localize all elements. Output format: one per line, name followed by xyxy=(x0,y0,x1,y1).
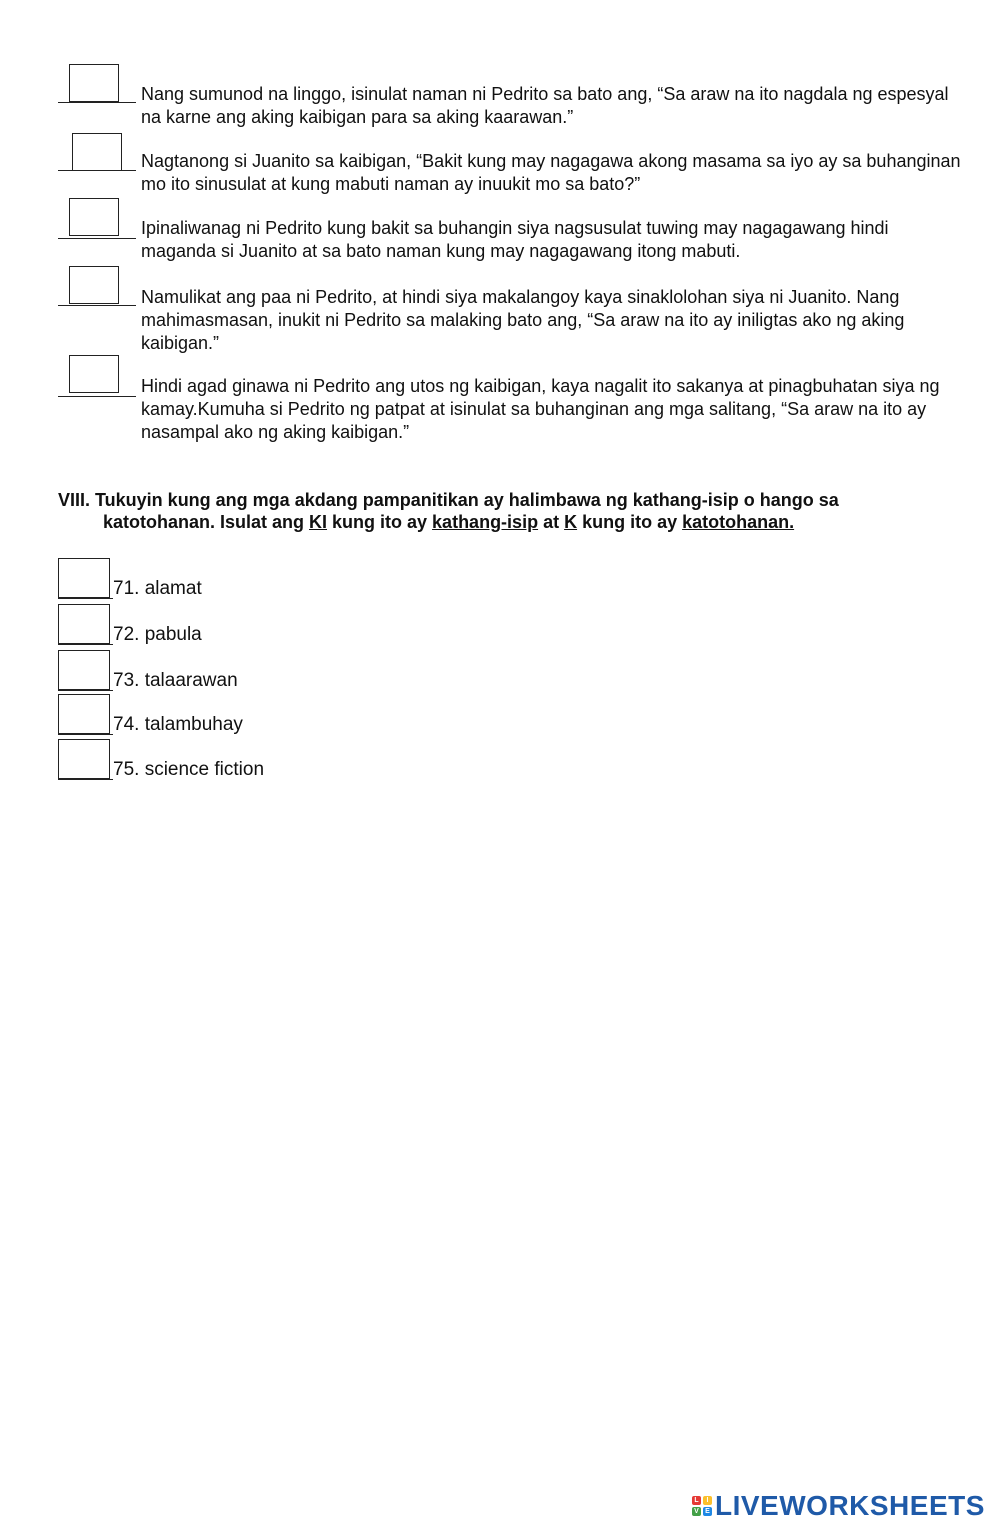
sequence-text: Hindi agad ginawa ni Pedrito ang utos ng kaibigan, kaya nagalit ito sakanya at pinagbuhatan siya ng kamay.Kumuha si Pedrito ng patpat at isinulat sa buhanginan ang mga salitang, “Sa araw na ito ay nasampal ako ng aking kaibigan.” xyxy=(141,376,940,442)
heading-text: kung ito ay xyxy=(327,512,433,532)
logo-tile: L xyxy=(692,1496,701,1505)
answer-box[interactable] xyxy=(69,355,119,393)
answer-box[interactable] xyxy=(69,198,119,236)
section-heading-line1: VIII. Tukuyin kung ang mga akdang pampanitikan ay halimbawa ng kathang-isip o hango sa xyxy=(58,490,839,510)
answer-box[interactable] xyxy=(58,604,110,644)
answer-box[interactable] xyxy=(58,558,110,598)
section-heading xyxy=(58,489,938,533)
answer-line xyxy=(58,734,113,735)
answer-box[interactable] xyxy=(58,694,110,734)
answer-line xyxy=(58,690,113,691)
question-item xyxy=(58,558,458,598)
sequence-item xyxy=(58,133,961,194)
answer-line xyxy=(58,238,136,239)
sequence-item xyxy=(58,198,958,260)
answer-line xyxy=(58,779,113,780)
answer-box[interactable] xyxy=(72,133,122,171)
logo-tile: E xyxy=(703,1507,712,1516)
answer-line xyxy=(58,102,136,103)
logo-text: LIVEWORKSHEETS xyxy=(715,1490,985,1521)
heading-katotohanan: katotohanan. xyxy=(682,512,795,532)
answer-line xyxy=(58,644,113,645)
liveworksheets-logo xyxy=(692,1490,985,1522)
heading-ki: KI xyxy=(309,512,328,532)
logo-tile: I xyxy=(703,1496,712,1505)
answer-line xyxy=(58,396,136,397)
question-label: 72. pabula xyxy=(113,624,202,645)
answer-line xyxy=(58,170,136,171)
heading-text: kung ito ay xyxy=(577,512,683,532)
question-item xyxy=(58,694,458,734)
answer-box[interactable] xyxy=(69,266,119,304)
question-item xyxy=(58,739,458,779)
question-item xyxy=(58,604,458,644)
logo-tile: V xyxy=(692,1507,701,1516)
question-label: 74. talambuhay xyxy=(113,714,243,735)
sequence-text: Namulikat ang paa ni Pedrito, at hindi siya makalangoy kaya sinaklolohan siya ni Juanito. Nang mahimasmasan, inukit ni Pedrito sa malaking bato ang, “Sa araw na ito ay iniligtas ako ng aking kaibigan.” xyxy=(141,287,905,353)
answer-box[interactable] xyxy=(58,650,110,690)
sequence-item xyxy=(58,64,958,127)
question-label: 75. science fiction xyxy=(113,759,265,780)
sequence-text: Nang sumunod na linggo, isinulat naman ni Pedrito sa bato ang, “Sa araw na ito nagdala ng espesyal na karne ang aking kaibigan para sa aking kaarawan.” xyxy=(141,84,949,127)
question-label: 71. alamat xyxy=(113,578,202,599)
sequence-item xyxy=(58,355,958,445)
heading-kathang-isip: kathang-isip xyxy=(432,512,539,532)
heading-k: K xyxy=(564,512,578,532)
answer-line xyxy=(58,598,113,599)
sequence-text: Ipinaliwanag ni Pedrito kung bakit sa buhangin siya nagsusulat tuwing may nagagawang hindi maganda si Juanito at sa bato naman kung may nagagawang itong mabuti. xyxy=(141,218,889,261)
question-label: 73. talaarawan xyxy=(113,670,238,691)
section-heading-line2 xyxy=(58,511,938,533)
question-item xyxy=(58,650,458,690)
logo-icon xyxy=(692,1496,712,1516)
sequence-text: Nagtanong si Juanito sa kaibigan, “Bakit kung may nagagawa akong masama sa iyo ay sa buhanginan mo ito sinusulat at kung mabuti naman ay inuukit mo sa bato?” xyxy=(141,151,961,194)
answer-line xyxy=(58,305,136,306)
heading-text: at xyxy=(538,512,565,532)
answer-box[interactable] xyxy=(58,739,110,779)
answer-box[interactable] xyxy=(69,64,119,102)
sequence-item xyxy=(58,266,958,356)
heading-text: katotohanan. Isulat ang xyxy=(103,512,310,532)
